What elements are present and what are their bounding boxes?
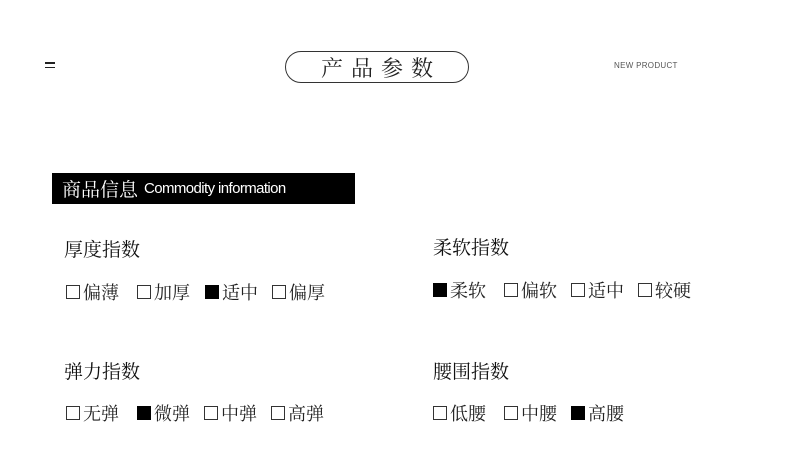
checkbox-icon[interactable] xyxy=(433,283,447,297)
checkbox-icon[interactable] xyxy=(205,285,219,299)
waist-option-label: 低腰 xyxy=(450,404,486,425)
new-product-label: NEW PRODUCT xyxy=(614,61,678,70)
checkbox-icon[interactable] xyxy=(433,406,447,420)
elasticity-option-label: 微弹 xyxy=(154,404,190,425)
softness-options xyxy=(433,277,691,303)
elasticity-option-label: 无弹 xyxy=(83,404,119,425)
elasticity-title: 弹力指数 xyxy=(64,361,141,383)
softness-option-label: 适中 xyxy=(588,281,624,302)
elasticity-section xyxy=(64,357,140,384)
thickness-options xyxy=(66,279,325,305)
checkbox-icon[interactable] xyxy=(66,406,80,420)
thickness-option[interactable] xyxy=(205,279,258,305)
menu-icon[interactable] xyxy=(45,62,55,72)
elasticity-option[interactable] xyxy=(66,400,119,426)
elasticity-option-label: 高弹 xyxy=(288,404,324,425)
thickness-title: 厚度指数 xyxy=(64,239,141,261)
thickness-option[interactable] xyxy=(272,279,325,305)
softness-option[interactable] xyxy=(433,277,486,303)
elasticity-option[interactable] xyxy=(271,400,324,426)
waist-option[interactable] xyxy=(433,400,486,426)
softness-option-label: 偏软 xyxy=(521,281,557,302)
softness-option-label: 较硬 xyxy=(655,281,691,302)
commodity-info-en: Commodity information xyxy=(144,180,286,197)
elasticity-option[interactable] xyxy=(204,400,257,426)
softness-option-label: 柔软 xyxy=(450,281,486,302)
waist-option-label: 高腰 xyxy=(588,404,624,425)
elasticity-option[interactable] xyxy=(137,400,190,426)
thickness-option-label: 加厚 xyxy=(154,283,190,304)
checkbox-icon[interactable] xyxy=(137,285,151,299)
softness-option[interactable] xyxy=(504,277,557,303)
checkbox-icon[interactable] xyxy=(571,283,585,297)
commodity-info-cn: 商品信息 xyxy=(62,179,139,201)
softness-option[interactable] xyxy=(638,277,691,303)
checkbox-icon[interactable] xyxy=(204,406,218,420)
waist-title: 腰围指数 xyxy=(433,361,510,383)
waist-option[interactable] xyxy=(504,400,557,426)
checkbox-icon[interactable] xyxy=(271,406,285,420)
thickness-option[interactable] xyxy=(66,279,119,305)
checkbox-icon[interactable] xyxy=(66,285,80,299)
checkbox-icon[interactable] xyxy=(504,283,518,297)
thickness-option-label: 偏厚 xyxy=(289,283,325,304)
waist-section xyxy=(433,357,509,384)
checkbox-icon[interactable] xyxy=(272,285,286,299)
thickness-option[interactable] xyxy=(137,279,190,305)
thickness-option-label: 适中 xyxy=(222,283,258,304)
checkbox-icon[interactable] xyxy=(571,406,585,420)
commodity-info-header xyxy=(52,173,355,204)
checkbox-icon[interactable] xyxy=(504,406,518,420)
elasticity-option-label: 中弹 xyxy=(221,404,257,425)
checkbox-icon[interactable] xyxy=(137,406,151,420)
waist-options xyxy=(433,400,624,426)
thickness-section xyxy=(64,235,140,262)
waist-option[interactable] xyxy=(571,400,624,426)
softness-title: 柔软指数 xyxy=(433,237,510,259)
waist-option-label: 中腰 xyxy=(521,404,557,425)
elasticity-options xyxy=(66,400,324,426)
softness-option[interactable] xyxy=(571,277,624,303)
softness-section xyxy=(433,233,509,260)
thickness-option-label: 偏薄 xyxy=(83,283,119,304)
checkbox-icon[interactable] xyxy=(638,283,652,297)
page-title: 产品参数 xyxy=(285,51,469,83)
